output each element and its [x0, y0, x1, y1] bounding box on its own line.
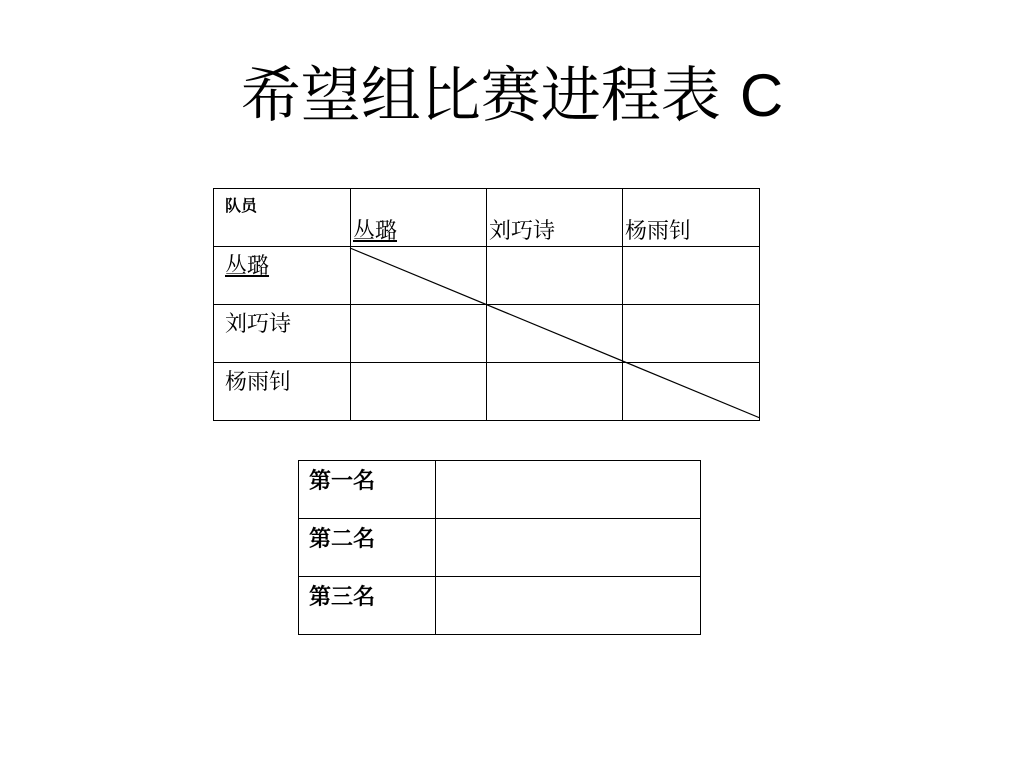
table-row	[299, 577, 701, 635]
rank-label-cell	[299, 519, 436, 577]
score-cell[interactable]	[487, 363, 623, 421]
rank-label-cell	[299, 577, 436, 635]
table-row	[299, 519, 701, 577]
score-cell[interactable]	[487, 305, 623, 363]
score-cell[interactable]	[623, 247, 760, 305]
score-cell[interactable]	[623, 305, 760, 363]
grid-corner-label: 队员	[225, 196, 258, 215]
table-row	[214, 189, 760, 247]
score-cell[interactable]	[351, 247, 487, 305]
score-grid-table	[213, 188, 760, 421]
column-header-1	[351, 189, 487, 247]
score-cell[interactable]	[487, 247, 623, 305]
page-title-main: 希望组比赛进程表	[240, 61, 721, 131]
column-header-label: 丛璐	[353, 219, 398, 244]
column-header-label: 杨雨钊	[625, 219, 692, 244]
row-header-1	[214, 247, 351, 305]
row-header-2	[214, 305, 351, 363]
grid-corner-cell	[214, 189, 351, 247]
rank-label: 第二名	[309, 527, 376, 552]
score-cell[interactable]	[351, 305, 487, 363]
rank-value-cell[interactable]	[436, 461, 701, 519]
row-header-label: 刘巧诗	[225, 312, 292, 337]
rank-label-cell	[299, 461, 436, 519]
rank-label: 第三名	[309, 585, 376, 610]
table-row	[214, 305, 760, 363]
row-header-label: 丛璐	[225, 254, 270, 279]
column-header-3	[623, 189, 760, 247]
rank-label: 第一名	[309, 469, 376, 494]
row-header-3	[214, 363, 351, 421]
score-cell[interactable]	[351, 363, 487, 421]
row-header-label: 杨雨钊	[225, 370, 292, 395]
ranking-table-grid	[298, 460, 701, 635]
page-title	[0, 56, 1024, 136]
score-grid	[213, 188, 760, 424]
column-header-2	[487, 189, 623, 247]
rank-value-cell[interactable]	[436, 519, 701, 577]
column-header-label: 刘巧诗	[489, 219, 556, 244]
rank-value-cell[interactable]	[436, 577, 701, 635]
table-row	[214, 247, 760, 305]
score-cell[interactable]	[623, 363, 760, 421]
table-row	[299, 461, 701, 519]
table-row	[214, 363, 760, 421]
page-title-suffix: C	[739, 62, 784, 129]
ranking-table	[298, 460, 701, 635]
